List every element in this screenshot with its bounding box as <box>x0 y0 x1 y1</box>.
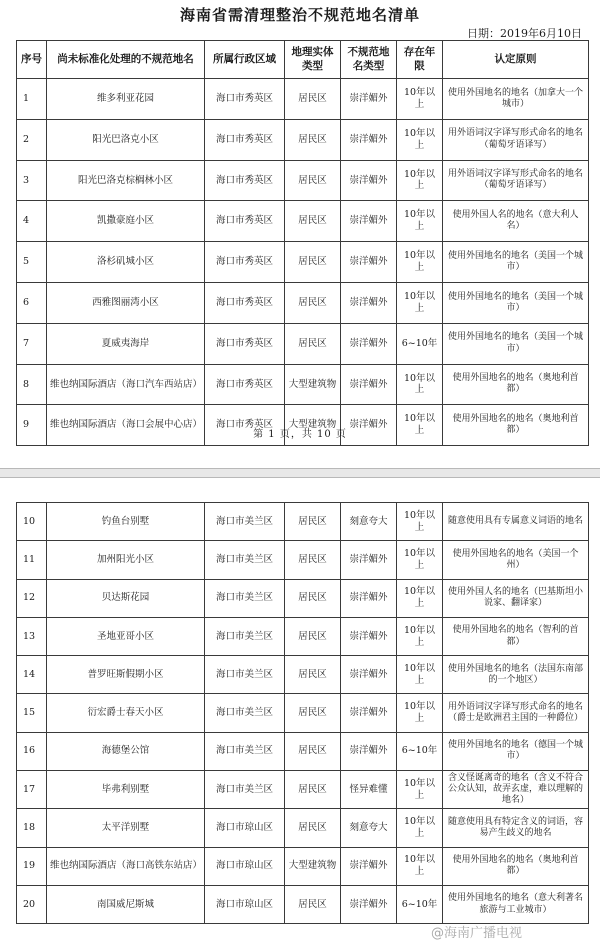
cell-no: 1 <box>17 79 47 120</box>
cell-rule: 用外语词汉字译写形式命名的地名（葡萄牙语译写） <box>443 119 589 160</box>
page-footer: 第 1 页，共 10 页 <box>253 429 347 440</box>
header-name: 尚未标准化处理的不规范地名 <box>47 41 205 79</box>
cell-years: 10年以上 <box>397 694 443 732</box>
separator-line <box>0 468 600 469</box>
cell-issue-type: 怪异难懂 <box>341 771 397 809</box>
cell-rule: 使用外国人名的地名（巴基斯坦小说家、翻译家） <box>443 579 589 617</box>
table-row <box>17 119 589 160</box>
table-row <box>17 579 589 617</box>
cell-region: 海口市琼山区 <box>205 885 285 923</box>
cell-entity-type: 居民区 <box>285 242 341 283</box>
cell-entity-type: 居民区 <box>285 503 341 541</box>
table-row <box>17 694 589 732</box>
cell-place-name: 凯撒豪庭小区 <box>47 201 205 242</box>
cell-rule: 使用外国地名的地名（美国一个城市） <box>443 282 589 323</box>
cell-years: 10年以上 <box>397 656 443 694</box>
table-row <box>17 282 589 323</box>
cell-region: 海口市秀英区 <box>205 242 285 283</box>
cell-rule: 使用外国地名的地名（法国东南部的一个地区） <box>443 656 589 694</box>
place-name-table-page-1 <box>16 40 589 446</box>
cell-issue-type: 崇洋媚外 <box>341 323 397 364</box>
cell-rule: 使用外国人名的地名（意大利人名） <box>443 201 589 242</box>
cell-issue-type: 崇洋媚外 <box>341 617 397 655</box>
cell-entity-type: 居民区 <box>285 885 341 923</box>
cell-years: 10年以上 <box>397 282 443 323</box>
cell-no: 15 <box>17 694 47 732</box>
cell-rule: 使用外国地名的地名（意大利著名旅游与工业城市） <box>443 885 589 923</box>
cell-region: 海口市美兰区 <box>205 503 285 541</box>
cell-no: 8 <box>17 364 47 405</box>
date-value: 2019年6月10日 <box>500 27 582 40</box>
cell-issue-type: 刻意夸大 <box>341 809 397 847</box>
cell-issue-type: 崇洋媚外 <box>341 364 397 405</box>
cell-region: 海口市美兰区 <box>205 694 285 732</box>
cell-years: 10年以上 <box>397 503 443 541</box>
cell-place-name: 普罗旺斯假期小区 <box>47 656 205 694</box>
cell-no: 17 <box>17 771 47 809</box>
watermark: @海南广播电视 <box>430 926 522 941</box>
cell-place-name: 加州阳光小区 <box>47 541 205 579</box>
cell-place-name: 维也纳国际酒店（海口汽车西站店） <box>47 364 205 405</box>
cell-rule: 使用外国地名的地名（美国一个城市） <box>443 242 589 283</box>
cell-rule: 使用外国地名的地名（奥地利首都） <box>443 847 589 885</box>
cell-region: 海口市琼山区 <box>205 809 285 847</box>
table-row <box>17 160 589 201</box>
cell-no: 6 <box>17 282 47 323</box>
cell-entity-type: 居民区 <box>285 323 341 364</box>
cell-region: 海口市秀英区 <box>205 201 285 242</box>
cell-rule: 用外语词汉字译写形式命名的地名（葡萄牙语译写） <box>443 160 589 201</box>
cell-region: 海口市秀英区 <box>205 405 285 446</box>
cell-region: 海口市美兰区 <box>205 617 285 655</box>
cell-region: 海口市美兰区 <box>205 579 285 617</box>
cell-place-name: 阳光巴洛克棕榈林小区 <box>47 160 205 201</box>
cell-issue-type: 崇洋媚外 <box>341 405 397 446</box>
cell-entity-type: 居民区 <box>285 79 341 120</box>
cell-rule: 含义怪诞离奇的地名（含义不符合公众认知，故弄玄虚，难以理解的地名） <box>443 771 589 809</box>
table-row <box>17 732 589 770</box>
cell-rule: 随意使用具有特定含义的词语，容易产生歧义的地名 <box>443 809 589 847</box>
cell-issue-type: 崇洋媚外 <box>341 579 397 617</box>
cell-region: 海口市秀英区 <box>205 282 285 323</box>
cell-years: 6~10年 <box>397 885 443 923</box>
cell-rule: 使用外国地名的地名（奥地利首都） <box>443 364 589 405</box>
cell-no: 19 <box>17 847 47 885</box>
cell-no: 13 <box>17 617 47 655</box>
document-title: 海南省需清理整治不规范地名清单 <box>179 6 420 24</box>
cell-no: 4 <box>17 201 47 242</box>
cell-years: 10年以上 <box>397 364 443 405</box>
cell-place-name: 海德堡公馆 <box>47 732 205 770</box>
cell-entity-type: 居民区 <box>285 160 341 201</box>
cell-entity-type: 居民区 <box>285 732 341 770</box>
cell-place-name: 太平洋别墅 <box>47 809 205 847</box>
cell-years: 10年以上 <box>397 242 443 283</box>
table-row <box>17 809 589 847</box>
date-label: 日期： <box>467 27 500 40</box>
header-region: 所属行政区域 <box>205 41 285 79</box>
cell-place-name: 维多利亚花园 <box>47 79 205 120</box>
cell-rule: 随意使用具有专属意义词语的地名 <box>443 503 589 541</box>
cell-place-name: 圣地亚哥小区 <box>47 617 205 655</box>
cell-issue-type: 崇洋媚外 <box>341 119 397 160</box>
header-issue-type: 不规范地名类型 <box>341 41 397 79</box>
cell-region: 海口市秀英区 <box>205 364 285 405</box>
cell-entity-type: 大型建筑物 <box>285 847 341 885</box>
header-no: 序号 <box>17 41 47 79</box>
cell-place-name: 贝达斯花园 <box>47 579 205 617</box>
cell-place-name: 夏威夷海岸 <box>47 323 205 364</box>
cell-region: 海口市秀英区 <box>205 160 285 201</box>
header-entity-type: 地理实体类型 <box>285 41 341 79</box>
cell-no: 9 <box>17 405 47 446</box>
cell-issue-type: 崇洋媚外 <box>341 282 397 323</box>
cell-years: 10年以上 <box>397 405 443 446</box>
cell-rule: 使用外国地名的地名（智利的首都） <box>443 617 589 655</box>
cell-rule: 使用外国地名的地名（美国一个州） <box>443 541 589 579</box>
cell-no: 3 <box>17 160 47 201</box>
table-row <box>17 79 589 120</box>
table-row <box>17 617 589 655</box>
cell-no: 2 <box>17 119 47 160</box>
cell-years: 6~10年 <box>397 732 443 770</box>
document-page-1 <box>0 0 600 468</box>
cell-no: 20 <box>17 885 47 923</box>
cell-years: 10年以上 <box>397 201 443 242</box>
table-row <box>17 656 589 694</box>
header-rule: 认定原则 <box>443 41 589 79</box>
cell-region: 海口市秀英区 <box>205 323 285 364</box>
cell-issue-type: 刻意夸大 <box>341 503 397 541</box>
cell-rule: 使用外国地名的地名（美国一个城市） <box>443 323 589 364</box>
cell-issue-type: 崇洋媚外 <box>341 694 397 732</box>
cell-place-name: 维也纳国际酒店（海口高铁东站店） <box>47 847 205 885</box>
cell-no: 18 <box>17 809 47 847</box>
cell-region: 海口市美兰区 <box>205 732 285 770</box>
cell-rule: 使用外国地名的地名（奥地利首都） <box>443 405 589 446</box>
cell-region: 海口市秀英区 <box>205 79 285 120</box>
table-row <box>17 503 589 541</box>
cell-years: 10年以上 <box>397 541 443 579</box>
cell-entity-type: 居民区 <box>285 541 341 579</box>
cell-region: 海口市美兰区 <box>205 771 285 809</box>
cell-region: 海口市美兰区 <box>205 541 285 579</box>
cell-place-name: 维也纳国际酒店（海口会展中心店） <box>47 405 205 446</box>
cell-issue-type: 崇洋媚外 <box>341 160 397 201</box>
cell-entity-type: 居民区 <box>285 119 341 160</box>
cell-entity-type: 居民区 <box>285 656 341 694</box>
cell-place-name: 衍宏爵士春天小区 <box>47 694 205 732</box>
cell-no: 14 <box>17 656 47 694</box>
cell-issue-type: 崇洋媚外 <box>341 79 397 120</box>
cell-issue-type: 崇洋媚外 <box>341 201 397 242</box>
cell-entity-type: 居民区 <box>285 282 341 323</box>
cell-issue-type: 崇洋媚外 <box>341 885 397 923</box>
cell-entity-type: 居民区 <box>285 694 341 732</box>
cell-years: 10年以上 <box>397 79 443 120</box>
cell-no: 16 <box>17 732 47 770</box>
table-row <box>17 847 589 885</box>
cell-place-name: 钓鱼台别墅 <box>47 503 205 541</box>
cell-years: 10年以上 <box>397 579 443 617</box>
place-name-table-page-2 <box>16 502 589 924</box>
table-row <box>17 364 589 405</box>
cell-entity-type: 大型建筑物 <box>285 364 341 405</box>
cell-issue-type: 崇洋媚外 <box>341 847 397 885</box>
cell-rule: 使用外国地名的地名（德国一个城市） <box>443 732 589 770</box>
cell-place-name: 毕弗利别墅 <box>47 771 205 809</box>
table-row <box>17 541 589 579</box>
cell-years: 10年以上 <box>397 617 443 655</box>
cell-rule: 使用外国地名的地名（加拿大一个城市） <box>443 79 589 120</box>
cell-no: 5 <box>17 242 47 283</box>
table-row <box>17 201 589 242</box>
table-row <box>17 323 589 364</box>
document-date <box>467 25 582 41</box>
cell-years: 10年以上 <box>397 847 443 885</box>
cell-entity-type: 大型建筑物 <box>285 405 341 446</box>
cell-issue-type: 崇洋媚外 <box>341 656 397 694</box>
cell-entity-type: 居民区 <box>285 201 341 242</box>
cell-place-name: 南国威尼斯城 <box>47 885 205 923</box>
cell-place-name: 阳光巴洛克小区 <box>47 119 205 160</box>
cell-region: 海口市琼山区 <box>205 847 285 885</box>
cell-region: 海口市秀英区 <box>205 119 285 160</box>
cell-no: 7 <box>17 323 47 364</box>
cell-years: 10年以上 <box>397 771 443 809</box>
cell-entity-type: 居民区 <box>285 771 341 809</box>
cell-rule: 用外语词汉字译写形式命名的地名（爵士是欧洲君主国的一种爵位） <box>443 694 589 732</box>
table-row <box>17 771 589 809</box>
cell-entity-type: 居民区 <box>285 809 341 847</box>
cell-issue-type: 崇洋媚外 <box>341 732 397 770</box>
header-years: 存在年限 <box>397 41 443 79</box>
document-page-2 <box>0 478 600 945</box>
cell-no: 10 <box>17 503 47 541</box>
cell-region: 海口市美兰区 <box>205 656 285 694</box>
cell-years: 10年以上 <box>397 119 443 160</box>
cell-years: 10年以上 <box>397 160 443 201</box>
table-row <box>17 242 589 283</box>
table-header-row <box>17 41 589 79</box>
cell-place-name: 洛杉矶城小区 <box>47 242 205 283</box>
cell-no: 12 <box>17 579 47 617</box>
cell-years: 6~10年 <box>397 323 443 364</box>
cell-issue-type: 崇洋媚外 <box>341 242 397 283</box>
cell-entity-type: 居民区 <box>285 579 341 617</box>
cell-years: 10年以上 <box>397 809 443 847</box>
cell-place-name: 西雅图丽湾小区 <box>47 282 205 323</box>
table-row <box>17 885 589 923</box>
cell-no: 11 <box>17 541 47 579</box>
cell-entity-type: 居民区 <box>285 617 341 655</box>
cell-issue-type: 崇洋媚外 <box>341 541 397 579</box>
